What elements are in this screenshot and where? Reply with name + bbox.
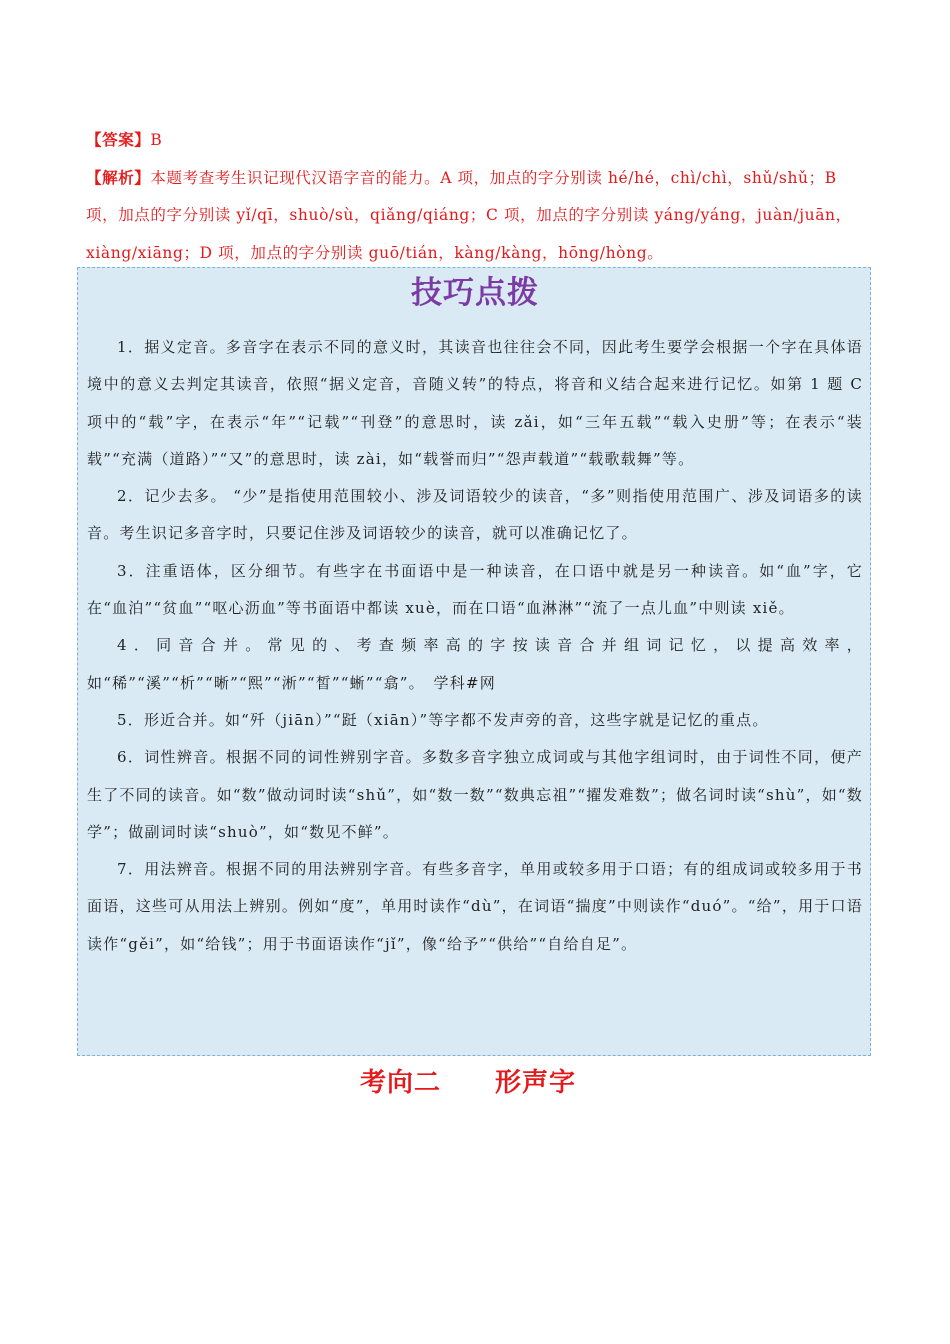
tip-paragraph: 6．词性辨音。根据不同的词性辨别字音。多数多音字独立成词或与其他字组词时，由于词性不同，便产生了不同的读音。如“数”做动词时读“shǔ”，如“数一数”“数典忘祖”“擢发难数”；做名词时读“shù”，如“数学”；做副词时读“shuò”，如“数见不鲜”。 xyxy=(87,748,863,841)
answer-analysis-block xyxy=(86,122,870,272)
tips-body xyxy=(87,329,863,963)
tip-paragraph: 2．记少去多。 “少”是指使用范围较小、涉及词语较少的读音，“多”则指使用范围广、涉及词语多的读音。考生识记多音字时，只要记住涉及词语较少的读音，就可以准确记忆了。 xyxy=(87,487,863,543)
tip-paragraph: 4．同音合并。常见的、考查频率高的字按读音合并组词记忆，以提高效率，如“稀”“溪”“析”“晰”“熙”“淅”“皙”“蜥”“翕”。 学科#网 xyxy=(87,636,863,692)
answer-label: 【答案】 xyxy=(86,131,151,149)
analysis-text: 本题考查考生识记现代汉语字音的能力。A 项，加点的字分别读 hé/hé，chì/chì，shǔ/shǔ；B 项，加点的字分别读 yǐ/qī，shuò/sù，qiǎng/qiáng；C 项，加点的字分别读 yáng/yáng，juàn/juān，xiàng/xiāng；D 项，加点的字分别读 guō/tián，kàng/kàng，hōng/hòng。 xyxy=(86,168,852,262)
tip-paragraph: 5．形近合并。如“歼（jiān）”“跹（xiān）”等字都不发声旁的音，这些字就是记忆的重点。 xyxy=(117,710,769,729)
tip-paragraph: 1．据义定音。多音字在表示不同的意义时，其读音也往往会不同，因此考生要学会根据一个字在具体语境中的意义去判定其读音，依照“据义定音，音随义转”的特点，将音和义结合起来进行记忆。如第 1 题 C 项中的“载”字，在表示“年”“记载”“刊登”的意思时，读 zǎi，如“三年五载”“载入史册”等；在表示“装载”“充满（道路）”“又”的意思时，读 zài，如“载誉而归”“怨声载道”“载歌载舞”等。 xyxy=(87,338,863,468)
tip-paragraph: 3．注重语体，区分细节。有些字在书面语中是一种读音，在口语中就是另一种读音。如“血”字，它在“血泊”“贫血”“呕心沥血”等书面语中都读 xuè，而在口语“血淋淋”“流了一点儿血”中则读 xiě。 xyxy=(87,561,863,618)
analysis-label: 【解析】 xyxy=(86,168,151,187)
tip-paragraph: 7．用法辨音。根据不同的用法辨别字音。有些多音字，单用或较多用于口语；有的组成词或较多用于书面语，这些可从用法上辨别。例如“度”，单用时读作“dù”，在词语“揣度”中则读作“duó”。“给”，用于口语读作“gěi”，如“给钱”；用于书面语读作“jǐ”，像“给予”“供给”“自给自足”。 xyxy=(87,860,863,953)
analysis-paragraph xyxy=(86,160,870,273)
section-heading: 考向二 形声字 xyxy=(360,1068,577,1098)
answer-line xyxy=(86,122,870,160)
answer-value: B xyxy=(150,131,163,149)
tips-title: 技巧点拨 xyxy=(411,275,539,311)
